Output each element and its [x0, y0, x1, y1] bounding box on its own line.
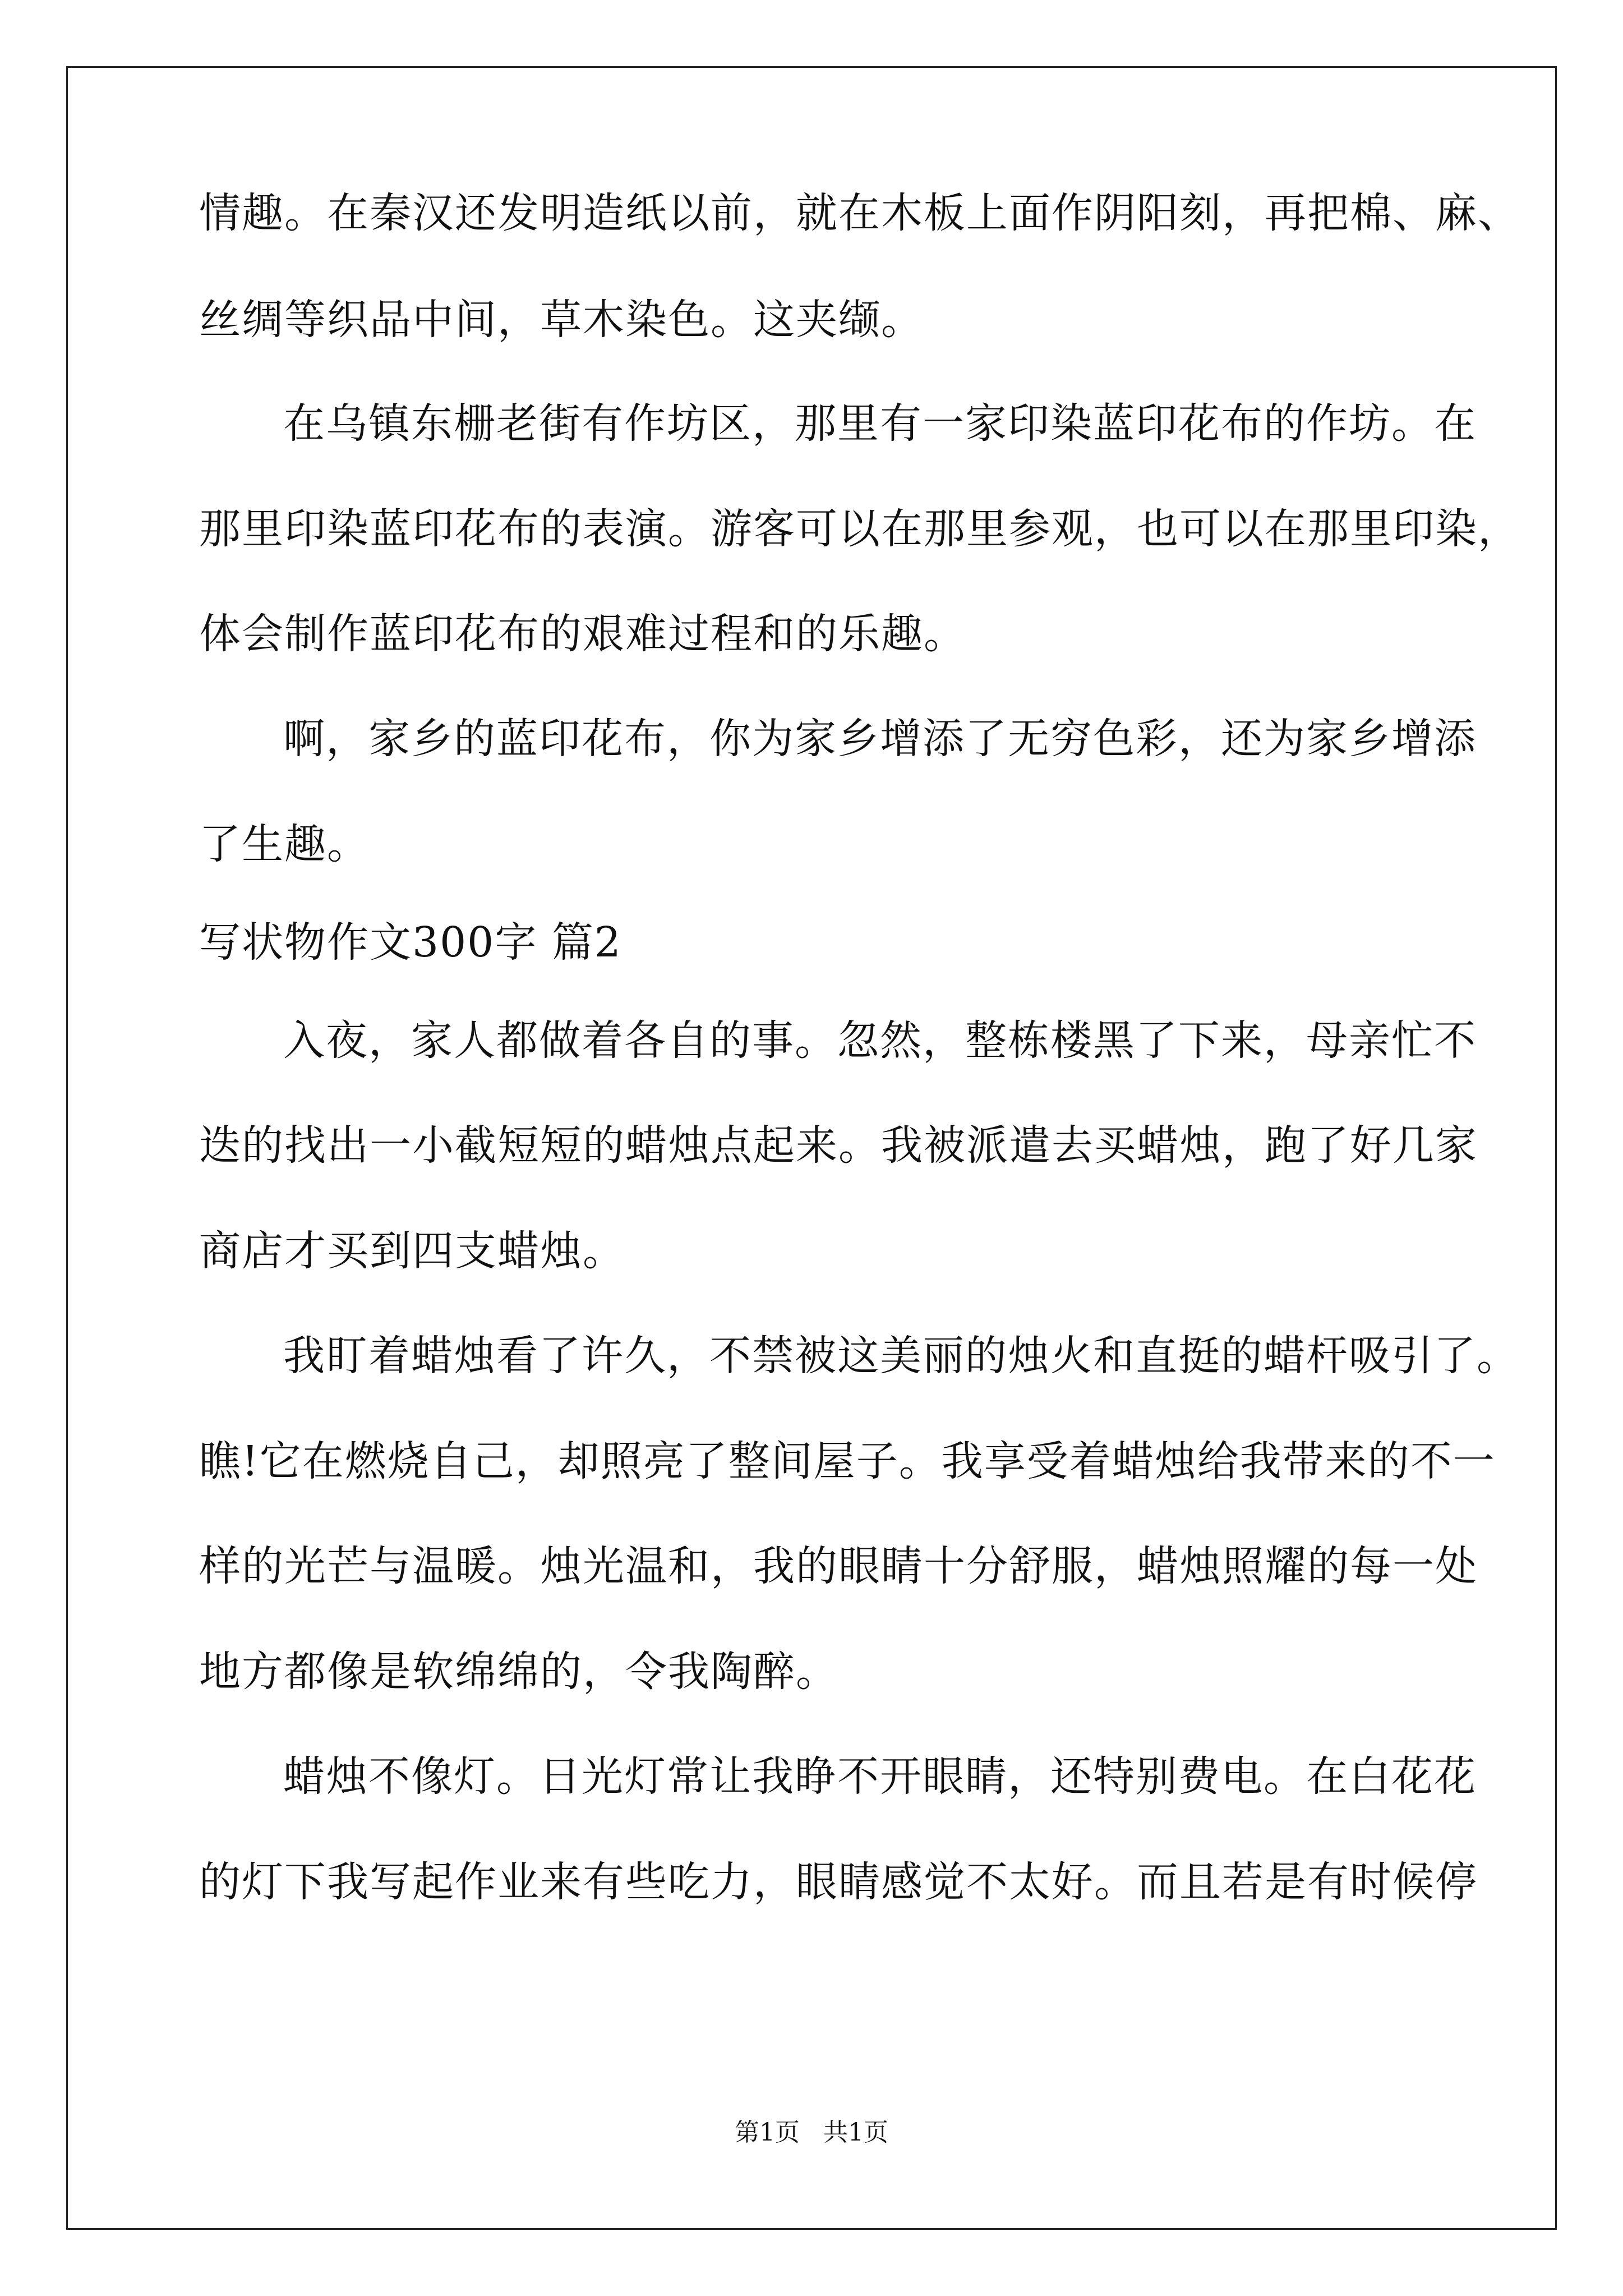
text-line: 样的光芒与温暖。烛光温和，我的眼睛十分舒服，蜡烛照耀的每一处 — [199, 1542, 1478, 1590]
text-line: 那里印染蓝印花布的表演。游客可以在那里参观，也可以在那里印染， — [199, 505, 1520, 553]
text-line: 瞧!它在燃烧自己，却照亮了整间屋子。我享受着蜡烛给我带来的不一 — [199, 1437, 1496, 1485]
text-line: 丝绸等织品中间，草木染色。这夹缬。 — [199, 296, 924, 344]
paragraph-first-line: 在乌镇东栅老街有作坊区，那里有一家印染蓝印花布的作坊。在 — [283, 399, 1477, 448]
paragraph-first-line: 蜡烛不像灯。日光灯常让我睁不开眼睛，还特别费电。在白花花 — [283, 1752, 1477, 1801]
page-total: 共1页 — [823, 2118, 888, 2147]
text-line: 地方都像是软绵绵的，令我陶醉。 — [199, 1648, 838, 1696]
paragraph-first-line: 啊，家乡的蓝印花布，你为家乡增添了无穷色彩，还为家乡增添 — [283, 715, 1477, 763]
text-line: 迭的找出一小截短短的蜡烛点起来。我被派遣去买蜡烛，跑了好几家 — [199, 1121, 1478, 1170]
page-footer — [0, 2116, 1623, 2150]
page-number: 第1页 — [735, 2118, 800, 2147]
text-line: 体会制作蓝印花布的艰难过程和的乐趣。 — [199, 610, 966, 658]
text-line: 情趣。在秦汉还发明造纸以前，就在木板上面作阴阳刻，再把棉、麻、 — [199, 189, 1520, 237]
text-line: 了生趣。 — [199, 820, 370, 868]
paragraph-first-line: 入夜，家人都做着各自的事。忽然，整栋楼黑了下来，母亲忙不 — [283, 1016, 1477, 1065]
text-line: 的灯下我写起作业来有些吃力，眼睛感觉不太好。而且若是有时候停 — [199, 1858, 1478, 1906]
section-heading: 写状物作文300字 篇2 — [199, 918, 622, 967]
paragraph-first-line: 我盯着蜡烛看了许久，不禁被这美丽的烛火和直挺的蜡杆吸引了。 — [283, 1332, 1519, 1380]
text-line: 商店才买到四支蜡烛。 — [199, 1227, 625, 1275]
